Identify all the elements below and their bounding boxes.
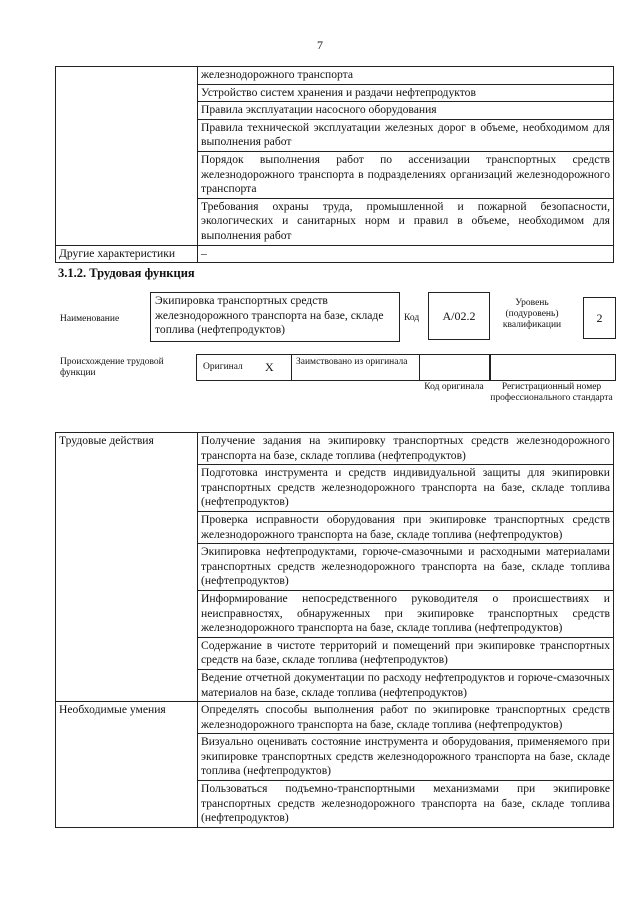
origin-label: Происхождение трудовой функции [60, 357, 164, 378]
labor-actions-table [55, 432, 614, 828]
origin-box [196, 354, 420, 381]
other-characteristics-label: Другие характеристики [56, 245, 198, 263]
original-code-box [419, 354, 491, 381]
top-table-row: Правила эксплуатации насосного оборудования [198, 102, 614, 120]
labor-action-item: Проверка исправности оборудования при экипировке транспортных средств железнодорожного транспорта на базе, складе топлива (нефтепродуктов) [198, 511, 614, 543]
top-requirements-table [55, 66, 614, 263]
origin-divider [291, 355, 292, 380]
original-mark: X [265, 360, 274, 374]
registration-number-caption: Регистрационный номер профессионального стандарта [490, 382, 613, 403]
function-name-value: Экипировка транспортных средств железнодорожного транспорта на базе, складе топлива (нефтепродуктов) [150, 292, 400, 342]
labor-action-item: Экипировка нефтепродуктами, горюче-смазочными и расходными материалами транспортных средств железнодорожного транспорта на базе, складе топлива (нефтепродуктов) [198, 544, 614, 591]
page-number: 7 [317, 38, 323, 52]
required-skill-item: Визуально оценивать состояние инструмента и оборудования, применяемого при экипировке транспортных средств железнодорожного транспорта на базе, складе топлива (нефтепродуктов) [198, 734, 614, 781]
top-table-row: Устройство систем хранения и раздачи нефтепродуктов [198, 84, 614, 102]
registration-number-box [489, 354, 616, 381]
original-code-caption: Код оригинала [424, 382, 484, 392]
labor-action-item: Подготовка инструмента и средств индивидуальной защиты для экипировки транспортных средств железнодорожного транспорта на базе, складе топлива (нефтепродуктов) [198, 465, 614, 512]
top-table-row: железнодорожного транспорта [198, 67, 614, 85]
qualification-level-label: Уровень (подуровень) квалификации [502, 298, 562, 330]
labor-action-item: Информирование непосредственного руководителя о происшествиях и неисправностях, обнаруженных при экипировке транспортных средств железнодорожного транспорта на базе, складе топлива (нефтепродуктов) [198, 590, 614, 637]
code-label: Код [404, 313, 420, 323]
borrowed-label: Заимствовано из оригинала [296, 357, 408, 367]
top-table-row: Правила технической эксплуатации железных дорог в объеме, необходимом для выполнения работ [198, 119, 614, 151]
section-heading: 3.1.2. Трудовая функция [58, 266, 195, 280]
qualification-level-value: 2 [583, 297, 616, 339]
labor-action-item: Содержание в чистоте территорий и помещений при экипировке транспортных средств на базе, складе топлива (нефтепродуктов) [198, 637, 614, 669]
original-label: Оригинал [203, 362, 243, 372]
labor-actions-label: Трудовые действия [56, 433, 198, 702]
required-skill-item: Определять способы выполнения работ по экипировке транспортных средств железнодорожного транспорта на базе, складе топлива (нефтепродуктов) [198, 702, 614, 734]
name-label: Наименование [60, 314, 120, 324]
function-code-value: А/02.2 [428, 292, 490, 340]
top-table-row: Порядок выполнения работ по ассенизации транспортных средств железнодорожного транспорта в подразделениях организаций железнодорожного транспорта [198, 151, 614, 198]
labor-action-item: Получение задания на экипировку транспортных средств железнодорожного транспорта на базе, складе топлива (нефтепродуктов) [198, 433, 614, 465]
labor-action-item: Ведение отчетной документации по расходу нефтепродуктов и горюче-смазочных материалов на базе, складе топлива (нефтепродуктов) [198, 669, 614, 701]
required-skills-label: Необходимые умения [56, 702, 198, 828]
required-skill-item: Пользоваться подъемно-транспортными механизмами при экипировке транспортных средств железнодорожного транспорта на базе, складе топлива (нефтепродуктов) [198, 781, 614, 828]
top-table-row: Требования охраны труда, промышленной и пожарной безопасности, экологических и санитарных норм и правил в объеме, необходимом для выполнения работ [198, 198, 614, 245]
other-characteristics-value: – [198, 245, 614, 263]
top-table-empty-label [56, 67, 198, 246]
